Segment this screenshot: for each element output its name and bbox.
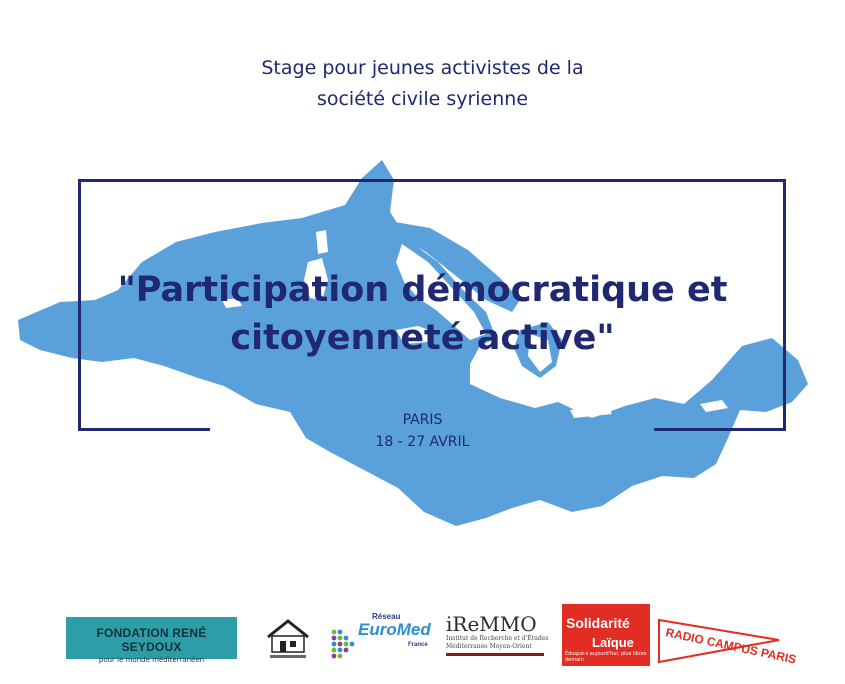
subtitle-line-2: société civile syrienne: [316, 88, 529, 110]
subtitle-line-1: Stage pour jeunes activistes de la: [261, 57, 584, 79]
solidarite-line-2: Laïque: [592, 635, 634, 650]
title-line-2: citoyenneté active": [230, 318, 615, 358]
logo-house-association: [262, 617, 314, 661]
logo-fondation-rene-seydoux: [66, 617, 237, 664]
frame-top: [78, 179, 786, 182]
logo-iremmo: [446, 613, 550, 661]
title-line-1: "Participation démocratique et: [117, 270, 728, 310]
corsica-shape: [316, 230, 328, 254]
event-dates: 18 - 27 AVRIL: [375, 434, 470, 450]
iremmo-bar: [446, 653, 544, 656]
logo-reseau-euromed: [330, 612, 434, 662]
solidarite-tagline: Éduqué·s aujourd'hui, plus libres demain: [565, 651, 647, 663]
seydoux-name: FONDATION RENÉ SEYDOUX: [96, 626, 207, 654]
iremmo-line-1: Institut de Recherche et d'Études: [446, 635, 549, 642]
frame-bottom-left: [78, 428, 210, 431]
logo-radio-campus-paris: [657, 610, 798, 667]
euromed-name: EuroMed: [358, 620, 431, 639]
frame-bottom-right: [654, 428, 786, 431]
event-city: PARIS: [402, 412, 443, 428]
iremmo-name: iReMMO: [446, 612, 537, 636]
logo-solidarite-laique: [562, 604, 650, 666]
seydoux-tagline: pour le monde méditerranéen: [98, 656, 205, 664]
iremmo-line-2: Méditerranée Moyen-Orient: [446, 643, 532, 650]
euromed-country: France: [408, 642, 428, 648]
euromed-dots-icon: [330, 626, 356, 660]
solidarite-line-1: Solidarité: [566, 615, 630, 631]
euromed-top: Réseau: [372, 612, 401, 621]
radio-name: RADIO CAMPUS PARIS: [664, 625, 798, 667]
